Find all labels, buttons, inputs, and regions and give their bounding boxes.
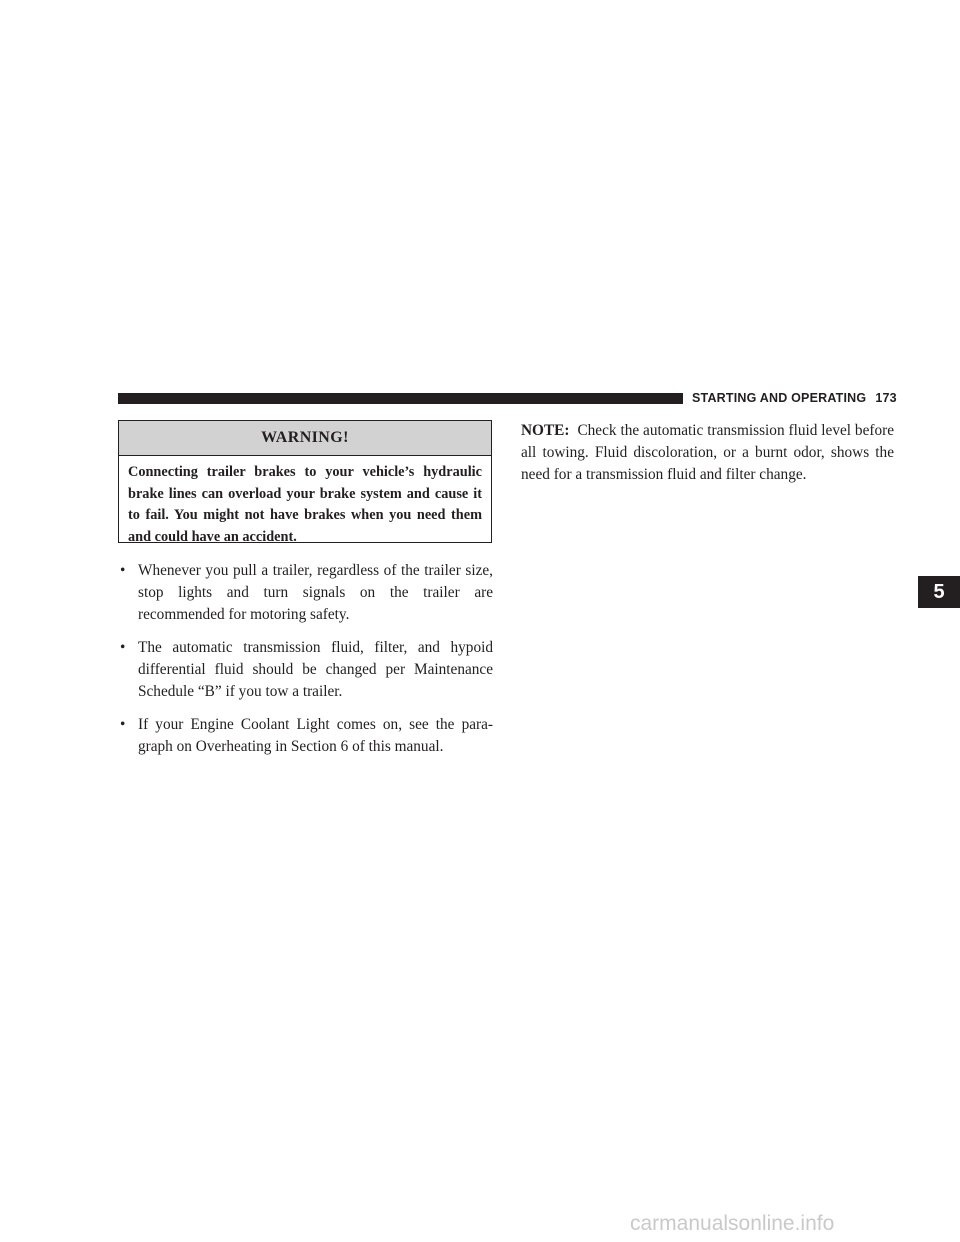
list-item-text: If your Engine Coolant Light comes on, see the para-graph on Overheating in Section 6 of this manual. bbox=[138, 716, 493, 755]
note-paragraph bbox=[521, 420, 894, 486]
bullet-icon: • bbox=[120, 562, 126, 579]
page-number: 173 bbox=[875, 391, 897, 405]
list-item bbox=[118, 714, 493, 758]
warning-text: Connecting trailer brakes to your vehicle’s hydraulic brake lines can overload your brake system and cause it to fail. You might not have brakes when you need them and could have an accident. bbox=[128, 464, 482, 545]
bullet-icon: • bbox=[120, 639, 126, 656]
bullet-list bbox=[118, 560, 493, 769]
list-item bbox=[118, 637, 493, 703]
list-item-text: The automatic transmission fluid, filter, and hypoid differential fluid should be changed per Maintenance Schedule “B” if you tow a trailer. bbox=[138, 639, 493, 700]
section-title: STARTING AND OPERATING bbox=[692, 391, 867, 405]
running-header bbox=[692, 391, 897, 405]
note-text: Check the automatic transmission fluid level before all towing. Fluid discoloration, or a burnt odor, shows the need for a transmission fluid and filter change. bbox=[521, 422, 894, 483]
header-rule bbox=[118, 393, 683, 404]
section-tab: 5 bbox=[918, 576, 960, 608]
list-item-text: Whenever you pull a trailer, regardless of the trailer size, stop lights and turn signals on the trailer are recommended for motoring safety. bbox=[138, 562, 493, 623]
warning-box bbox=[118, 420, 492, 543]
warning-title: WARNING! bbox=[119, 421, 491, 456]
watermark: carmanualsonline.info bbox=[630, 1212, 835, 1235]
bullet-icon: • bbox=[120, 716, 126, 733]
list-item bbox=[118, 560, 493, 626]
note-label: NOTE: bbox=[521, 422, 570, 439]
